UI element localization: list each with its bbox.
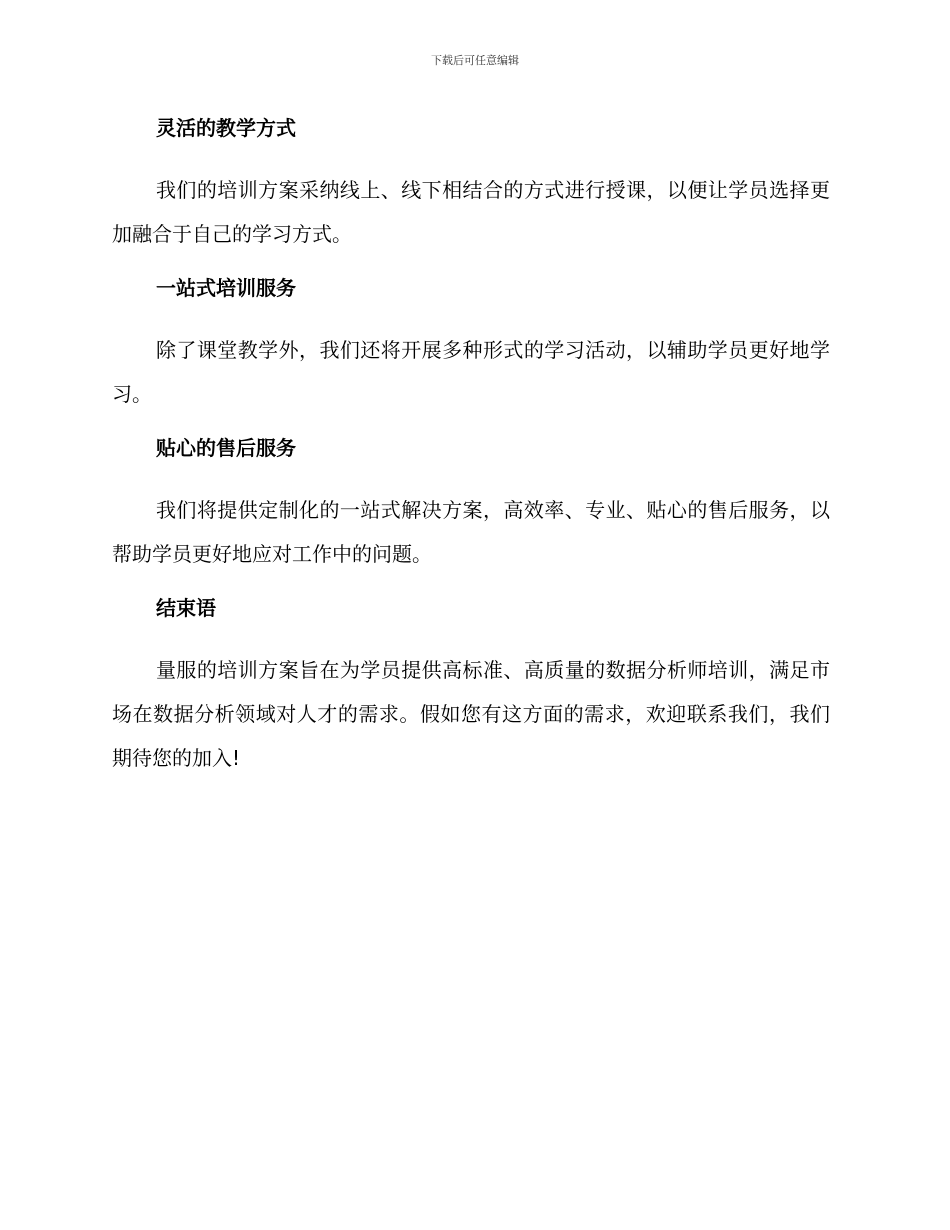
document-body bbox=[112, 110, 830, 780]
section-paragraph: 量服的培训方案旨在为学员提供高标准、高质量的数据分析师培训，满足市场在数据分析领域对人才的需求。假如您有这方面的需求，欢迎联系我们，我们期待您的加入! bbox=[112, 658, 830, 770]
section-heading: 结束语 bbox=[156, 596, 216, 620]
section-paragraph: 除了课堂教学外，我们还将开展多种形式的学习活动，以辅助学员更好地学习。 bbox=[112, 338, 830, 406]
section-heading: 灵活的教学方式 bbox=[156, 116, 296, 140]
section-one-stop-service bbox=[112, 270, 830, 430]
page-header: 下载后可任意编辑 bbox=[431, 54, 519, 67]
section-heading: 一站式培训服务 bbox=[156, 276, 296, 300]
section-paragraph: 我们将提供定制化的一站式解决方案，高效率、专业、贴心的售后服务，以帮助学员更好地应对工作中的问题。 bbox=[112, 498, 830, 566]
section-heading: 贴心的售后服务 bbox=[156, 436, 296, 460]
section-flexible-teaching bbox=[112, 110, 830, 270]
section-paragraph: 我们的培训方案采纳线上、线下相结合的方式进行授课，以便让学员选择更加融合于自己的学习方式。 bbox=[112, 178, 830, 246]
section-conclusion bbox=[112, 590, 830, 780]
section-after-sales bbox=[112, 430, 830, 590]
